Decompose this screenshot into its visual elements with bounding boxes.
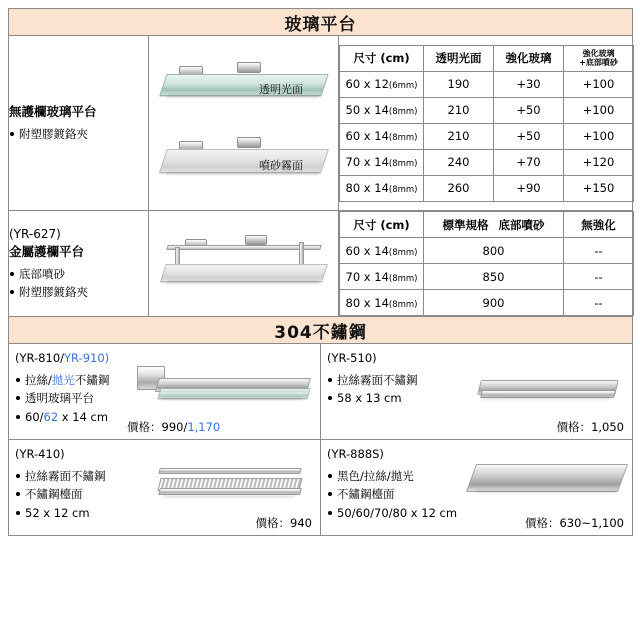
product-code — [15, 349, 314, 368]
list-item: 透明玻璃平台 — [15, 389, 314, 407]
glass-row2-code: (YR-627) — [9, 227, 61, 242]
product-cell-yr888s — [321, 440, 633, 536]
glass-row2-title: 金屬護欄平台 — [9, 244, 85, 260]
price-yr888s — [525, 515, 624, 531]
glass-row2-spec-table — [339, 211, 634, 316]
shelf-shadow — [474, 490, 617, 493]
list-item: 52 x 12 cm — [15, 504, 314, 522]
glass-section-banner: 玻璃平台 — [9, 9, 633, 36]
cell-tempered-frosted: +100 — [564, 123, 634, 149]
thickness-value: (8mm) — [388, 133, 418, 143]
list-item: 底部噴砂 — [9, 265, 148, 283]
steel-shelf-yr888s — [466, 464, 628, 492]
thickness-value: (6mm) — [388, 81, 418, 91]
cell-clear: 210 — [424, 123, 494, 149]
cell-standard: 900 — [424, 290, 564, 316]
col-size: 尺寸 (cm) — [340, 45, 424, 71]
product-yr410 — [9, 440, 320, 535]
shelf-shadow — [163, 495, 296, 498]
cell-tempered: +50 — [494, 123, 564, 149]
size-value: 80 x 14 — [345, 181, 389, 195]
glass-row1-title: 無護欄玻璃平台 — [9, 103, 97, 119]
thickness-value: (8mm) — [388, 185, 418, 195]
list-item: 60/62 x 14 cm — [15, 408, 314, 426]
cell-size — [340, 264, 424, 290]
list-item: 50/60/70/80 x 12 cm — [327, 504, 626, 522]
product-cell-yr510 — [321, 344, 633, 440]
col-tempered-frosted-line2: +底部噴砂 — [579, 58, 618, 67]
cell-size — [340, 71, 424, 97]
glass-row1-spec-table-cell — [339, 36, 633, 211]
price-main: 1,050 — [591, 420, 624, 434]
cell-size — [340, 175, 424, 201]
price-label: 價格： — [255, 516, 291, 530]
glass-banner-row — [9, 9, 633, 36]
cell-size — [340, 238, 424, 264]
thickness-value: (8mm) — [388, 299, 418, 310]
cell-tempered-frosted: +100 — [564, 97, 634, 123]
glass-row-2 — [9, 211, 633, 317]
steel-row-2 — [9, 440, 633, 536]
glass-row2-description — [9, 211, 149, 317]
table-row — [340, 264, 634, 290]
thickness-value: (8mm) — [388, 247, 418, 258]
price-main: 940 — [290, 516, 312, 530]
steel-grid — [8, 343, 633, 536]
price-yr410 — [256, 515, 312, 531]
product-code: (YR-410) — [15, 447, 65, 461]
table-row — [340, 71, 634, 97]
price-label: 價格： — [524, 516, 560, 530]
size-value: 70 x 14 — [345, 155, 389, 169]
col-tempered: 強化玻璃 — [494, 45, 564, 71]
steel-section-banner: 304不鏽鋼 — [9, 317, 633, 344]
cell-tempered-frosted: +100 — [564, 71, 634, 97]
table-row — [340, 149, 634, 175]
col-no-temper: 無強化 — [564, 212, 634, 238]
cell-clear: 210 — [424, 97, 494, 123]
glass-row1-image — [149, 36, 339, 211]
list-item: 不鏽鋼檯面 — [327, 485, 626, 503]
cell-standard: 800 — [424, 238, 564, 264]
price-main: 990/ — [161, 420, 188, 434]
list-item: 不鏽鋼檯面 — [15, 485, 314, 503]
size-value: 70 x 14 — [345, 269, 389, 284]
cell-clear: 240 — [424, 149, 494, 175]
steel-rail-yr410 — [158, 468, 301, 474]
code-main: (YR-810/ — [15, 351, 65, 365]
caption-clear-surface: 透明光面 — [259, 83, 303, 96]
bracket-clip — [237, 137, 261, 148]
table-row — [340, 175, 634, 201]
product-yr510 — [321, 344, 632, 439]
cell-tempered-frosted: +120 — [564, 149, 634, 175]
size-value: 60 x 14 — [345, 243, 389, 258]
table-row — [340, 123, 634, 149]
frosted-glass-shelf — [159, 149, 329, 173]
cell-size — [340, 290, 424, 316]
table-header-row — [340, 212, 634, 238]
thickness-value: (8mm) — [388, 273, 418, 284]
catalog-table — [8, 8, 633, 344]
cell-clear: 190 — [424, 71, 494, 97]
bracket-clip — [245, 235, 267, 245]
cell-tempered: +30 — [494, 71, 564, 97]
glass-row2-image — [149, 211, 339, 317]
cell-no-temper: -- — [564, 264, 634, 290]
caption-frosted-surface: 噴砂霧面 — [259, 159, 303, 172]
glass-row1-description — [9, 36, 149, 211]
glass-row-1 — [9, 36, 633, 211]
clear-glass-shelf — [159, 74, 328, 96]
glass-row1-illustration — [149, 36, 338, 210]
table-row — [340, 97, 634, 123]
glass-row2-spec-table-cell — [339, 211, 633, 317]
shelf-shadow — [483, 397, 610, 400]
product-cell-yr810 — [9, 344, 321, 440]
glass-row1-spec-table — [339, 45, 634, 202]
list-item: 黑色/拉絲/拋光 — [327, 467, 626, 485]
glass-row2-illustration — [149, 211, 338, 316]
size-value: 60 x 14 — [345, 129, 389, 143]
cell-tempered: +90 — [494, 175, 564, 201]
cell-size — [340, 97, 424, 123]
price-main: 630~1,100 — [559, 516, 624, 530]
price-alt: 1,170 — [187, 420, 221, 434]
cell-size — [340, 123, 424, 149]
list-item: 拉絲霧面不鏽鋼 — [327, 371, 626, 389]
price-label: 價格： — [127, 420, 162, 434]
table-row — [340, 238, 634, 264]
steel-row-1 — [9, 344, 633, 440]
price-label: 價格： — [556, 420, 592, 434]
rail-post — [299, 242, 304, 266]
shelf-shadow — [161, 397, 304, 400]
col-clear: 透明光面 — [424, 45, 494, 71]
col-standard-frosted — [424, 212, 564, 238]
list-item: 附塑膠鍍鉻夾 — [9, 125, 148, 143]
product-code: (YR-510) — [327, 351, 377, 365]
list-item: 拉絲/拋光不鏽鋼 — [15, 371, 314, 389]
code-alt: YR-910) — [64, 351, 110, 365]
cell-tempered: +50 — [494, 97, 564, 123]
table-header-row — [340, 45, 634, 71]
thickness-value: (8mm) — [388, 159, 418, 169]
size-value: 80 x 14 — [345, 295, 389, 310]
bracket-clip — [237, 62, 261, 73]
product-code: (YR-888S) — [327, 447, 384, 461]
cell-no-temper: -- — [564, 290, 634, 316]
col-tempered-frosted — [564, 45, 634, 71]
product-yr810 — [9, 344, 320, 439]
col-bottom-frosted: 底部噴砂 — [498, 217, 545, 232]
table-row — [340, 290, 634, 316]
price-yr510 — [557, 419, 624, 435]
cell-standard: 850 — [424, 264, 564, 290]
steel-frame-yr410 — [158, 488, 302, 495]
glass-row1-bullets — [9, 125, 148, 143]
cell-tempered-frosted: +150 — [564, 175, 634, 201]
price-yr810 — [127, 419, 220, 435]
product-cell-yr410 — [9, 440, 321, 536]
steel-banner-row — [9, 317, 633, 344]
cell-no-temper: -- — [564, 238, 634, 264]
size-value: 50 x 14 — [345, 103, 389, 117]
product-yr888s — [321, 440, 632, 535]
cell-tempered: +70 — [494, 149, 564, 175]
list-item: 附塑膠鍍鉻夾 — [9, 283, 148, 301]
cell-clear: 260 — [424, 175, 494, 201]
thickness-value: (8mm) — [388, 107, 418, 117]
cell-size — [340, 149, 424, 175]
glass-row2-bullets — [9, 265, 148, 302]
list-item: 58 x 13 cm — [327, 389, 626, 407]
col-tempered-frosted-line1: 強化玻璃 — [582, 48, 615, 58]
list-item: 拉絲霧面不鏽鋼 — [15, 467, 314, 485]
col-size: 尺寸 (cm) — [340, 212, 424, 238]
size-value: 60 x 12 — [345, 77, 389, 91]
col-standard: 標準規格 — [442, 217, 489, 232]
shelf-shadow — [166, 280, 319, 284]
